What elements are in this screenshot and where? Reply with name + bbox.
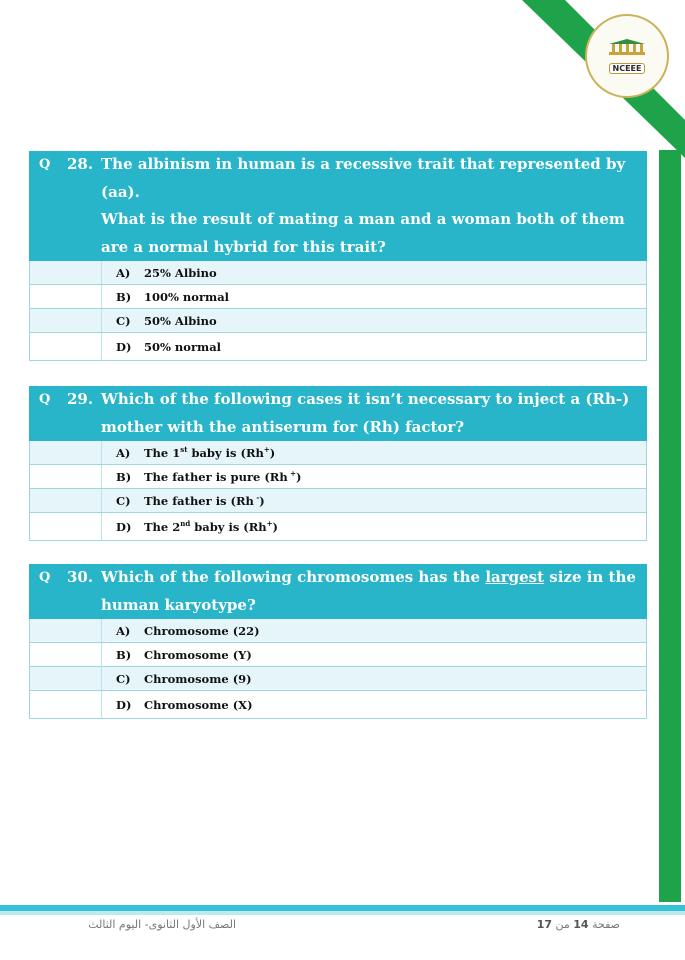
logo-text: NCEEE: [609, 63, 646, 74]
option-a[interactable]: [30, 441, 646, 465]
question-line: human karyotype?: [101, 595, 256, 614]
option-letter: B): [116, 647, 132, 662]
question-header: [29, 564, 647, 619]
option-letter: D): [116, 339, 132, 354]
temple-icon: [605, 39, 649, 57]
question-line: are a normal hybrid for this trait?: [101, 237, 386, 256]
question-30: [29, 564, 647, 719]
option-d[interactable]: [30, 333, 646, 361]
side-bar: [659, 150, 681, 902]
option-text: The 2nd baby is (Rh+): [144, 519, 278, 534]
question-text: [101, 386, 647, 441]
question-line: Which of the following chromosomes has the largest size in the: [101, 568, 636, 586]
option-d[interactable]: [30, 691, 646, 719]
option-a[interactable]: [30, 619, 646, 643]
question-number: 30.: [67, 568, 94, 586]
question-28: [29, 151, 647, 361]
option-text: Chromosome (9): [144, 671, 252, 686]
option-text: 25% Albino: [144, 265, 217, 280]
question-mark: Q: [39, 157, 51, 172]
option-letter: A): [116, 623, 131, 638]
option-d[interactable]: [30, 513, 646, 541]
option-letter: C): [116, 313, 131, 328]
option-text: 50% Albino: [144, 313, 217, 328]
option-letter: A): [116, 445, 131, 460]
options-list: [29, 261, 647, 361]
question-line: What is the result of mating a man and a woman both of them: [101, 210, 625, 228]
question-header: [29, 151, 647, 261]
option-text: Chromosome (22): [144, 623, 260, 638]
option-letter: C): [116, 493, 131, 508]
option-c[interactable]: [30, 309, 646, 333]
footer-page-number: صفحة 14 من 17: [536, 918, 620, 931]
footer-bar-light: [0, 911, 685, 915]
ncee-logo: [585, 14, 669, 98]
question-text: [101, 564, 647, 619]
option-b[interactable]: [30, 465, 646, 489]
option-b[interactable]: [30, 643, 646, 667]
option-text: The father is (Rh -): [144, 493, 265, 508]
option-text: Chromosome (Y): [144, 647, 252, 662]
option-letter: B): [116, 469, 132, 484]
question-text: [101, 151, 647, 261]
option-c[interactable]: [30, 667, 646, 691]
question-line: (aa).: [101, 182, 140, 201]
option-text: 100% normal: [144, 289, 230, 304]
option-letter: B): [116, 289, 132, 304]
option-text: The father is pure (Rh +): [144, 469, 302, 484]
question-line: The albinism in human is a recessive trait that represented by: [101, 155, 626, 173]
emphasis-word: largest: [485, 568, 545, 586]
option-text: The 1st baby is (Rh+): [144, 445, 276, 460]
option-text: 50% normal: [144, 339, 222, 354]
options-list: [29, 619, 647, 719]
option-a[interactable]: [30, 261, 646, 285]
option-letter: D): [116, 519, 132, 534]
question-mark: Q: [39, 392, 51, 407]
question-line: mother with the antiserum for (Rh) factor?: [101, 417, 465, 436]
question-line: Which of the following cases it isn’t necessary to inject a (Rh-): [101, 390, 630, 408]
option-letter: A): [116, 265, 131, 280]
option-text: Chromosome (X): [144, 697, 253, 712]
question-number: 28.: [67, 155, 94, 173]
options-list: [29, 441, 647, 541]
question-number: 29.: [67, 390, 94, 408]
option-letter: C): [116, 671, 131, 686]
question-29: [29, 386, 647, 541]
option-c[interactable]: [30, 489, 646, 513]
question-header: [29, 386, 647, 441]
question-mark: Q: [39, 570, 51, 585]
option-b[interactable]: [30, 285, 646, 309]
option-letter: D): [116, 697, 132, 712]
footer-grade-day: الصف الأول الثانوى- اليوم الثالث: [88, 918, 236, 931]
